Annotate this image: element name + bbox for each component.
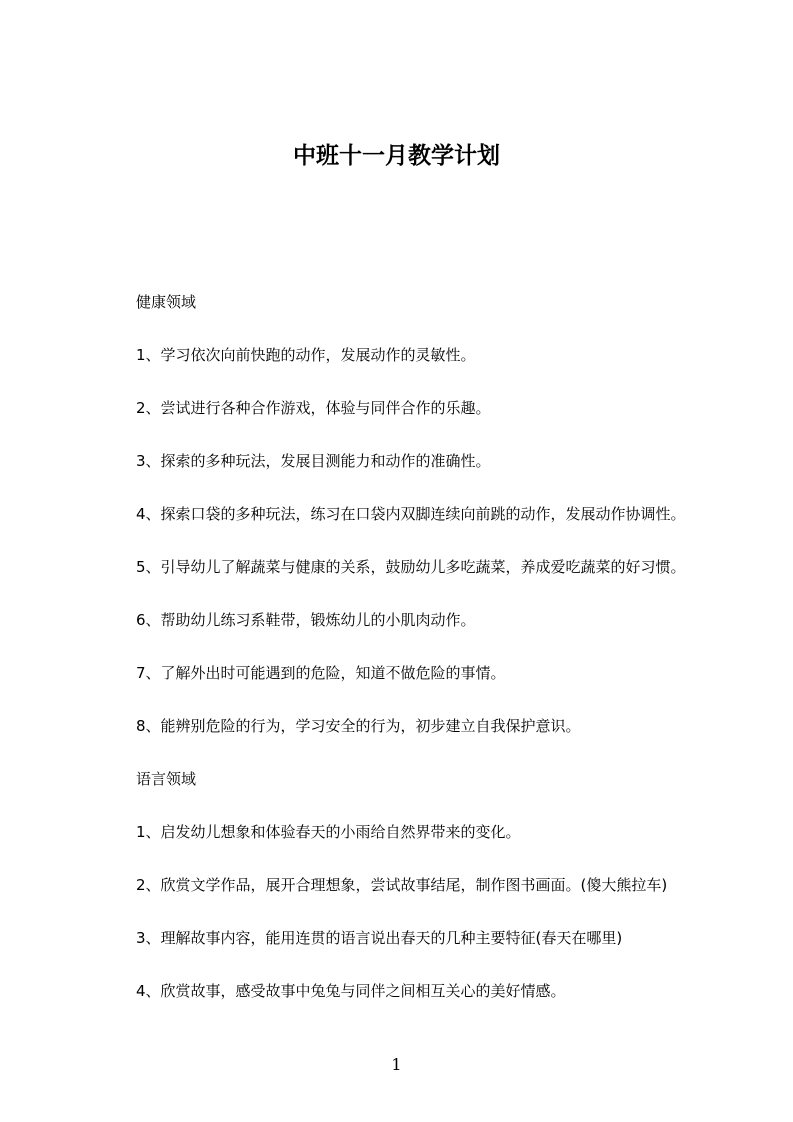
section-heading-language: 语言领域 [136,770,197,788]
list-item: 2、尝试进行各种合作游戏，体验与同伴合作的乐趣。 [136,399,491,417]
document-title: 中班十一月教学计划 [293,143,500,169]
list-item: 8、能辨别危险的行为，学习安全的行为，初步建立自我保护意识。 [136,717,581,735]
list-item: 3、探索的多种玩法，发展目测能力和动作的准确性。 [136,452,491,470]
list-item: 4、探索口袋的多种玩法，练习在口袋内双脚连续向前跳的动作，发展动作协调性。 [136,505,686,523]
list-item: 7、了解外出时可能遇到的危险，知道不做危险的事情。 [136,664,506,682]
list-item: 1、学习依次向前快跑的动作，发展动作的灵敏性。 [136,346,476,364]
list-item: 3、理解故事内容，能用连贯的语言说出春天的几种主要特征(春天在哪里) [136,929,623,947]
list-item: 5、引导幼儿了解蔬菜与健康的关系，鼓励幼儿多吃蔬菜，养成爱吃蔬菜的好习惯。 [136,558,686,576]
list-item: 2、欣赏文学作品，展开合理想象，尝试故事结尾，制作图书画面。(傻大熊拉车) [136,876,668,894]
list-item: 1、启发幼儿想象和体验春天的小雨给自然界带来的变化。 [136,823,521,841]
section-heading-health: 健康领域 [136,293,197,311]
page-number: 1 [391,1055,402,1074]
list-item: 6、帮助幼儿练习系鞋带，锻炼幼儿的小肌肉动作。 [136,611,476,629]
list-item: 4、欣赏故事，感受故事中兔兔与同伴之间相互关心的美好情感。 [136,982,566,1000]
